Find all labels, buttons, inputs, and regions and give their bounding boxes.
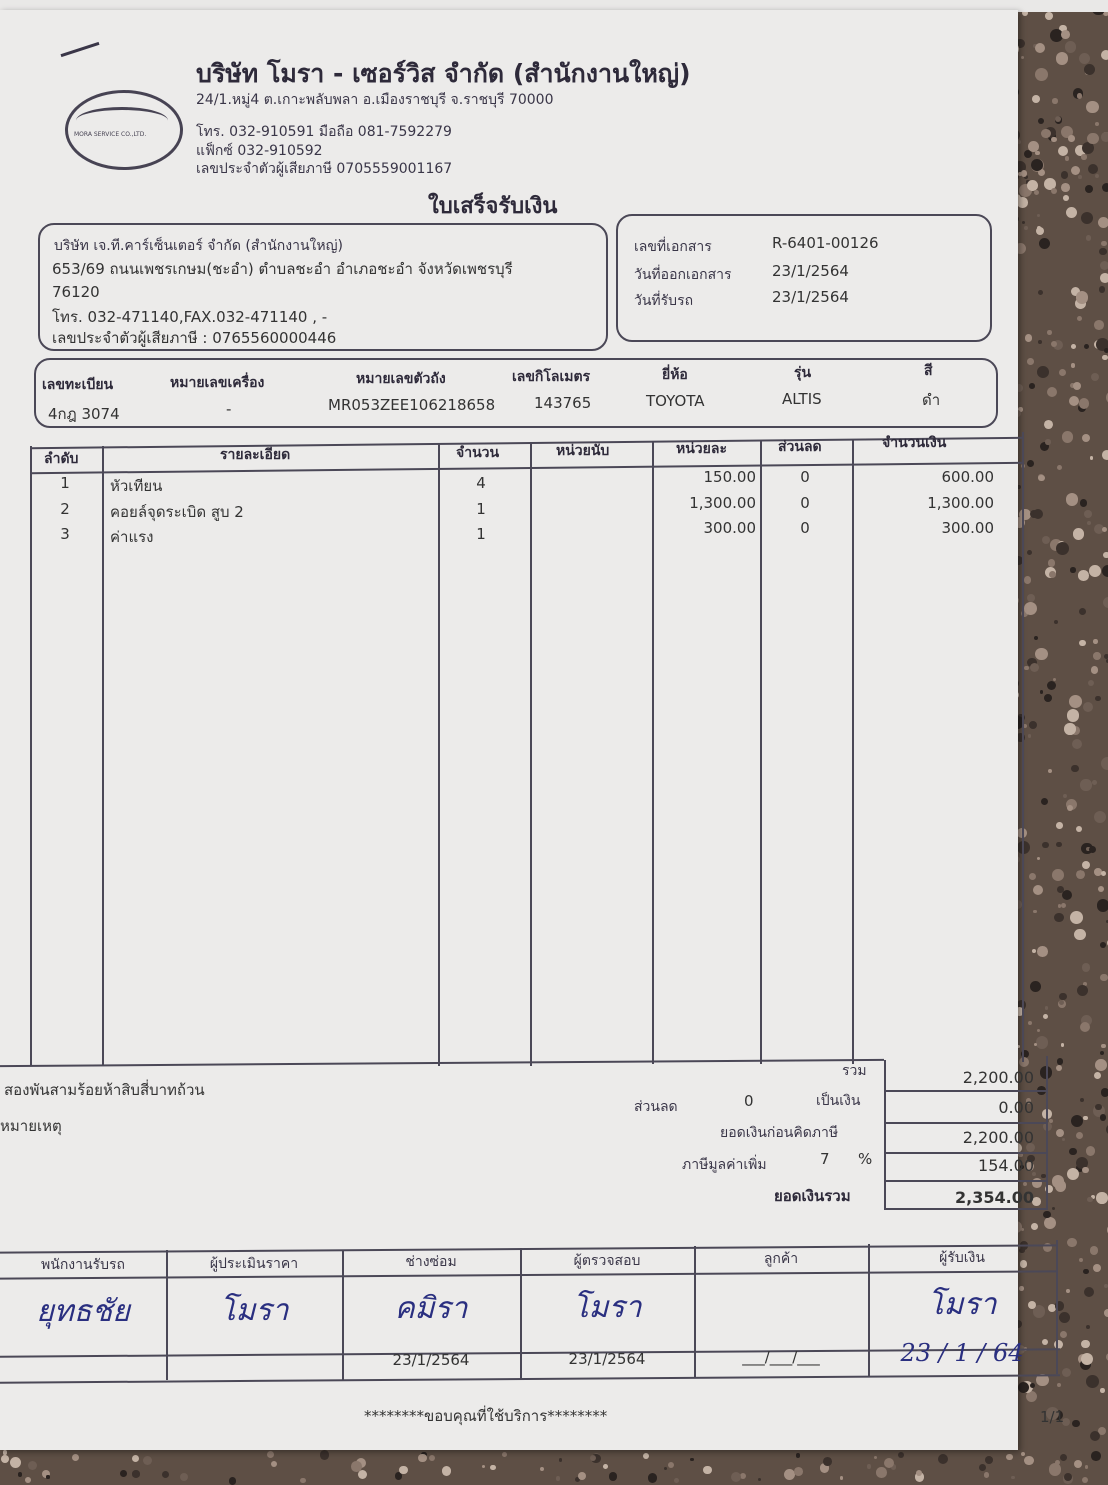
- brand-label: ยี่ห้อ: [662, 367, 688, 383]
- signature: คมิรา: [394, 1291, 468, 1326]
- receive-date: 23/1/2564: [772, 288, 849, 306]
- color-label: สี: [924, 363, 933, 379]
- document-info-box: [616, 214, 992, 342]
- discount-label: ส่วนลด: [634, 1099, 678, 1115]
- row-qty: 1: [476, 525, 486, 543]
- vat-rate: 7: [820, 1150, 830, 1168]
- signature: โมรา: [572, 1289, 642, 1325]
- brand-value: TOYOTA: [646, 392, 705, 410]
- company-phone: โทร. 032-910591 มือถือ 081-7592279: [196, 124, 452, 140]
- discount-amount-value: 0.00: [998, 1098, 1034, 1117]
- row-desc: คอยล์จุดระเบิด สูบ 2: [110, 502, 244, 521]
- sum-label: รวม: [842, 1063, 867, 1079]
- customer-box: [38, 223, 608, 351]
- company-fax: แฟ็กซ์ 032-910592: [196, 143, 323, 159]
- signature: โมรา: [219, 1292, 289, 1328]
- plate-label: เลขทะเบียน: [42, 377, 114, 393]
- logo-text: MORA SERVICE CO.,LTD.: [74, 131, 147, 138]
- color-value: ดำ: [922, 391, 941, 409]
- discount-amount-label: เป็นเงิน: [816, 1093, 861, 1109]
- grand-total-label: ยอดเงินรวม: [774, 1187, 851, 1205]
- customer-name: บริษัท เจ.ที.คาร์เซ็นเตอร์ จำกัด (สำนักงานใหญ่): [54, 238, 344, 254]
- customer-tax-id: เลขประจำตัวผู้เสียภาษี : 0765560000446: [52, 329, 337, 347]
- vat-percent-sign: %: [858, 1150, 873, 1168]
- sum-value: 2,200.00: [962, 1068, 1034, 1087]
- col-unit-header: หน่วยนับ: [556, 443, 610, 459]
- receipt-paper: [0, 10, 1065, 1450]
- col-no-header: ลำดับ: [44, 451, 79, 467]
- receive-date-label: วันที่รับรถ: [634, 293, 694, 309]
- signature: โมรา: [927, 1286, 997, 1322]
- col-amount-header: จำนวนเงิน: [882, 435, 947, 451]
- car-outline-icon: [76, 107, 168, 134]
- col-price-header: หน่วยละ: [676, 441, 727, 457]
- vat-value: 154.00: [978, 1156, 1034, 1175]
- chassis-value: MR053ZEE106218658: [328, 396, 496, 414]
- amount-in-words: สองพันสามร้อยห้าสิบสี่บาทถ้วน: [4, 1081, 205, 1099]
- engine-label: หมายเลขเครื่อง: [170, 375, 265, 391]
- signature-date: ___/___/___: [742, 1348, 820, 1366]
- pretax-value: 2,200.00: [962, 1128, 1034, 1147]
- grand-total-value: 2,354.00: [955, 1188, 1034, 1207]
- row-desc: หัวเทียน: [110, 477, 163, 495]
- plate-value: 4กฎ 3074: [48, 405, 120, 423]
- row-amount: 600.00: [941, 468, 994, 486]
- discount-value: 0: [744, 1092, 754, 1110]
- row-amount: 1,300.00: [927, 493, 994, 512]
- row-discount: 0: [800, 493, 810, 512]
- customer-address-line2: 76120: [52, 283, 100, 301]
- row-discount: 0: [800, 519, 810, 537]
- signature-header: ผู้ประเมินราคา: [209, 1255, 299, 1272]
- vat-label: ภาษีมูลค่าเพิ่ม: [682, 1157, 767, 1173]
- row-price: 150.00: [703, 468, 756, 486]
- pretax-label: ยอดเงินก่อนคิดภาษี: [720, 1125, 839, 1141]
- customer-address-line1: 653/69 ถนนเพชรเกษม(ชะอำ) ตำบลชะอำ อำเภอชะอำ จังหวัดเพชรบุรี: [52, 260, 513, 278]
- company-logo: [65, 90, 183, 170]
- row-price: 300.00: [703, 519, 756, 537]
- model-value: ALTIS: [782, 390, 822, 408]
- page-number: 1/1: [1040, 1408, 1065, 1426]
- signature-header: ลูกค้า: [763, 1251, 799, 1267]
- remark-label: หมายเหตุ: [0, 1117, 62, 1135]
- company-name: บริษัท โมรา - เซอร์วิส จำกัด (สำนักงานใหญ่): [196, 59, 691, 88]
- row-qty: 1: [476, 499, 486, 518]
- signature-header: ผู้ตรวจสอบ: [573, 1252, 641, 1269]
- signature-date: 23/1/2564: [568, 1349, 646, 1368]
- row-qty: 4: [476, 474, 486, 492]
- row-no: 3: [60, 525, 70, 543]
- col-discount-header: ส่วนลด: [778, 439, 822, 455]
- issue-date-label: วันที่ออกเอกสาร: [634, 267, 732, 283]
- thank-you-footer: ********ขอบคุณที่ใช้บริการ********: [364, 1407, 608, 1425]
- km-value: 143765: [534, 394, 592, 412]
- signature-date: 23/1/2564: [392, 1351, 470, 1369]
- signature-date: 23 / 1 / 64: [900, 1338, 1024, 1367]
- signature-header: ผู้รับเงิน: [939, 1249, 985, 1266]
- vehicle-box: [34, 358, 998, 428]
- customer-phone: โทร. 032-471140,FAX.032-471140 , -: [52, 308, 328, 326]
- row-no: 2: [60, 499, 70, 518]
- doc-no: R-6401-00126: [772, 234, 879, 252]
- chassis-label: หมายเลขตัวถัง: [356, 371, 446, 387]
- signature: ยุทธชัย: [36, 1294, 130, 1329]
- signature-header: พนักงานรับรถ: [41, 1257, 125, 1273]
- model-label: รุ่น: [794, 365, 812, 381]
- row-price: 1,300.00: [689, 493, 756, 512]
- pen-mark: [61, 42, 100, 57]
- km-label: เลขกิโลเมตร: [512, 369, 591, 385]
- issue-date: 23/1/2564: [772, 262, 849, 280]
- row-amount: 300.00: [941, 519, 994, 537]
- row-no: 1: [60, 474, 70, 492]
- row-discount: 0: [800, 468, 810, 486]
- company-address: 24/1.หมู่4 ต.เกาะพลับพลา อ.เมืองราชบุรี จ.ราชบุรี 70000: [196, 92, 554, 108]
- col-desc-header: รายละเอียด: [220, 447, 291, 463]
- company-tax-id: เลขประจำตัวผู้เสียภาษี 0705559001167: [196, 161, 453, 177]
- row-desc: ค่าแรง: [110, 528, 154, 546]
- engine-value: -: [226, 400, 232, 418]
- signature-header: ช่างซ่อม: [405, 1254, 457, 1270]
- doc-no-label: เลขที่เอกสาร: [634, 239, 712, 255]
- document-title: ใบเสร็จรับเงิน: [428, 194, 558, 219]
- col-qty-header: จำนวน: [456, 445, 500, 461]
